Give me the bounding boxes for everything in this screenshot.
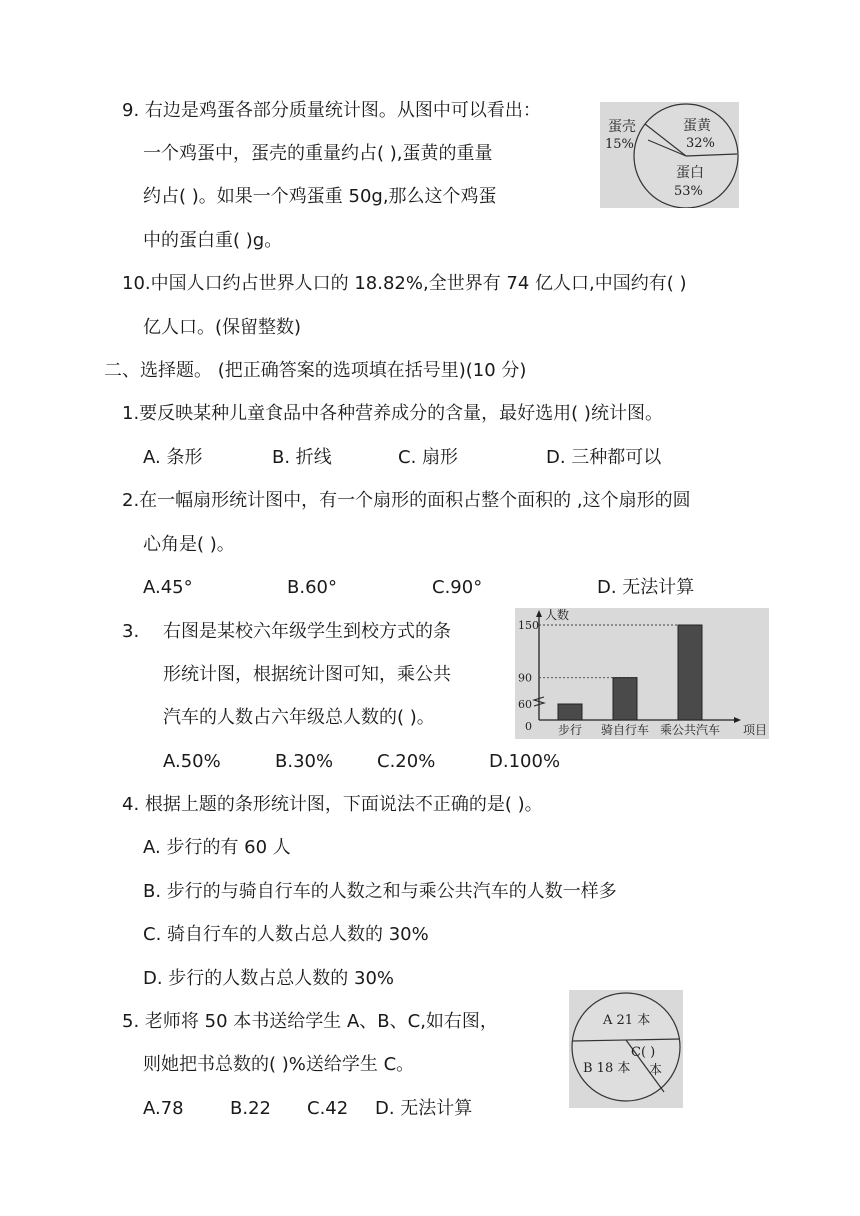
bar-tick-60: 60 — [518, 698, 532, 711]
bar-乘公共汽车 — [678, 625, 702, 720]
q10-line-2: 亿人口。(保留整数) — [143, 317, 302, 338]
bar-x-axis-arrow — [734, 717, 741, 723]
c4-option-b: B. 步行的与骑自行车的人数之和与乘公共汽车的人数一样多 — [143, 881, 617, 902]
c5-option-d: D. 无法计算 — [375, 1098, 473, 1119]
books-pie-chart — [569, 990, 683, 1108]
bar-步行 — [558, 704, 582, 720]
bar-y-label: 人数 — [545, 608, 570, 622]
c4-line-1: 4. 根据上题的条形统计图，下面说法不正确的是( )。 — [122, 794, 543, 815]
egg-shell-label: 蛋壳 — [608, 119, 636, 135]
bar-category-label: 步行 — [557, 723, 583, 737]
c1-option-b: B. 折线 — [272, 447, 332, 468]
q9-line-4: 中的蛋白重( )g。 — [143, 230, 283, 251]
section-2-heading: 二、选择题。 (把正确答案的选项填在括号里)(10 分) — [104, 360, 527, 381]
bar-axis-break — [534, 697, 544, 706]
transport-bar-chart — [515, 608, 769, 739]
q9-line-1: 9. 右边是鸡蛋各部分质量统计图。从图中可以看出： — [122, 100, 541, 121]
q9-line-3: 约占( )。如果一个鸡蛋重 50g,那么这个鸡蛋 — [143, 186, 497, 207]
books-slice-a-label: A 21 本 — [603, 1013, 651, 1028]
c2-option-c: C.90° — [432, 577, 483, 598]
c5-line-2: 则她把书总数的( )%送给学生 C。 — [143, 1054, 415, 1075]
c2-option-d: D. 无法计算 — [597, 577, 695, 598]
c3-option-c: C.20% — [377, 751, 436, 772]
egg-yolk-value: 32% — [686, 136, 715, 151]
egg-white-value: 53% — [674, 184, 703, 199]
c5-option-b: B.22 — [230, 1098, 271, 1119]
c3-option-a: A.50% — [163, 751, 221, 772]
c5-option-c: C.42 — [307, 1098, 349, 1119]
bar-tick-0: 0 — [525, 720, 532, 733]
c4-option-c: C. 骑自行车的人数占总人数的 30% — [143, 924, 429, 945]
c4-option-a: A. 步行的有 60 人 — [143, 837, 291, 858]
c3-line-1: 右图是某校六年级学生到校方式的条 — [163, 621, 451, 642]
egg-pie-chart — [600, 102, 739, 208]
c4-option-d: D. 步行的人数占总人数的 30% — [143, 968, 395, 989]
egg-yolk-label: 蛋黄 — [683, 118, 711, 134]
c1-option-c: C. 扇形 — [398, 447, 459, 468]
q9-line-2: 一个鸡蛋中，蛋壳的重量约占( ),蛋黄的重量 — [143, 143, 493, 164]
c1-option-a: A. 条形 — [143, 447, 203, 468]
c1-line-1: 1.要反映某种儿童食品中各种营养成分的含量，最好选用( )统计图。 — [122, 403, 663, 424]
books-slice-c-label-top: C( ) — [631, 1045, 656, 1060]
c3-line-2: 形统计图，根据统计图可知，乘公共 — [163, 664, 451, 685]
c2-option-a: A.45° — [143, 577, 193, 598]
books-slice-b-label: B 18 本 — [583, 1061, 631, 1076]
bar-y-axis-arrow — [536, 610, 542, 617]
books-pie-outline — [572, 993, 680, 1101]
c5-line-1: 5. 老师将 50 本书送给学生 A、B、C,如右图， — [122, 1011, 498, 1032]
bar-tick-90: 90 — [518, 671, 532, 685]
bar-骑自行车 — [613, 678, 637, 720]
c2-option-b: B.60° — [287, 577, 337, 598]
c2-line-2: 心角是( )。 — [143, 534, 235, 555]
bar-category-label: 乘公共汽车 — [659, 723, 721, 737]
books-slice-c-label-bottom: 本 — [649, 1063, 663, 1078]
c3-number: 3. — [122, 621, 140, 642]
egg-white-label: 蛋白 — [676, 165, 704, 181]
c3-line-3: 汽车的人数占六年级总人数的( )。 — [163, 707, 435, 728]
egg-shell-value: 15% — [605, 137, 634, 152]
c5-option-a: A.78 — [143, 1098, 184, 1119]
q10-line-1: 10.中国人口约占世界人口的 18.82%,全世界有 74 亿人口,中国约有( ) — [122, 273, 687, 294]
bar-category-label: 骑自行车 — [600, 723, 650, 737]
c2-line-1: 2.在一幅扇形统计图中，有一个扇形的面积占整个面积的 ,这个扇形的圆 — [122, 490, 691, 511]
c3-option-d: D.100% — [489, 751, 561, 772]
c1-option-d: D. 三种都可以 — [546, 447, 662, 468]
c3-option-b: B.30% — [275, 751, 334, 772]
bar-x-label: 项目 — [743, 723, 768, 737]
bar-tick-150: 150 — [518, 619, 539, 632]
